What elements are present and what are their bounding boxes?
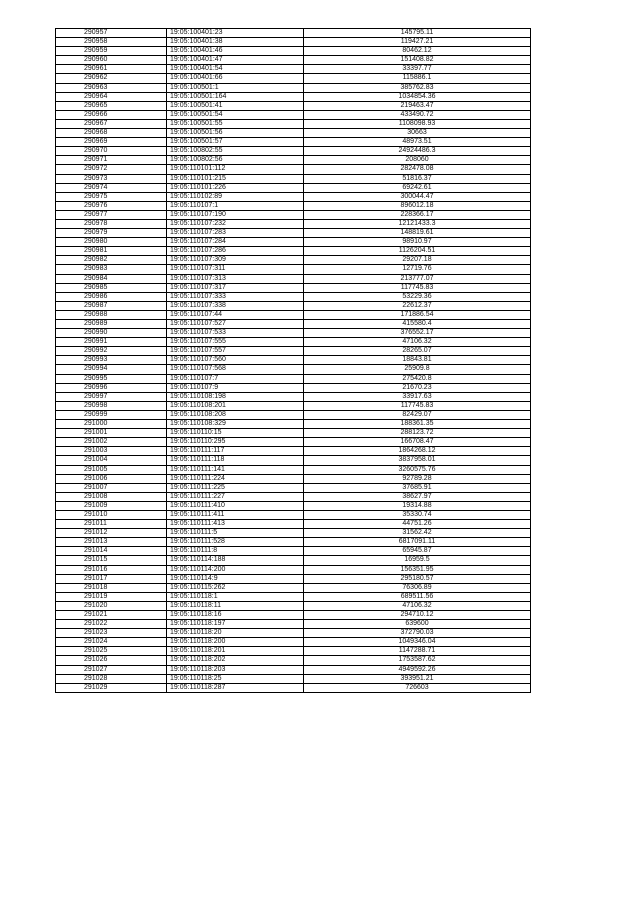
row-number-cell: 290980 — [56, 238, 167, 247]
value-cell: 300044.47 — [304, 192, 531, 201]
value-cell: 288123.72 — [304, 429, 531, 438]
row-number-cell: 290986 — [56, 292, 167, 301]
row-number-cell: 291024 — [56, 638, 167, 647]
cadastral-number-cell: 19:05:110107:9 — [167, 383, 304, 392]
value-cell: 3837958.01 — [304, 456, 531, 465]
row-number-cell: 291021 — [56, 611, 167, 620]
row-number-cell: 291028 — [56, 674, 167, 683]
row-number-cell: 291006 — [56, 474, 167, 483]
value-cell: 726603 — [304, 683, 531, 692]
cadastral-number-cell: 19:05:110101:215 — [167, 174, 304, 183]
value-cell: 219463.47 — [304, 101, 531, 110]
row-number-cell: 290958 — [56, 38, 167, 47]
cadastral-number-cell: 19:05:110107:557 — [167, 347, 304, 356]
value-cell: 16959.5 — [304, 556, 531, 565]
table-row — [56, 74, 531, 83]
row-number-cell: 290967 — [56, 119, 167, 128]
table-row — [56, 683, 531, 692]
cadastral-number-cell: 19:05:110107:286 — [167, 247, 304, 256]
value-cell: 33397.77 — [304, 65, 531, 74]
value-cell: 44751.26 — [304, 520, 531, 529]
row-number-cell: 290994 — [56, 365, 167, 374]
value-cell: 3260575.76 — [304, 465, 531, 474]
row-number-cell: 291010 — [56, 510, 167, 519]
row-number-cell: 290991 — [56, 338, 167, 347]
cadastral-number-cell: 19:05:110107:44 — [167, 310, 304, 319]
row-number-cell: 291000 — [56, 420, 167, 429]
table-row — [56, 338, 531, 347]
table-row — [56, 210, 531, 219]
table-row — [56, 56, 531, 65]
table-row — [56, 301, 531, 310]
row-number-cell: 290987 — [56, 301, 167, 310]
table-row — [56, 101, 531, 110]
row-number-cell: 290989 — [56, 320, 167, 329]
table-row — [56, 420, 531, 429]
table-row — [56, 274, 531, 283]
table-row — [56, 156, 531, 165]
value-cell: 35330.74 — [304, 510, 531, 519]
value-cell: 1126204.51 — [304, 247, 531, 256]
value-cell: 30663 — [304, 129, 531, 138]
value-cell: 69242.61 — [304, 183, 531, 192]
cadastral-number-cell: 19:05:110111:410 — [167, 501, 304, 510]
value-cell: 65945.87 — [304, 547, 531, 556]
table-row — [56, 510, 531, 519]
row-number-cell: 291016 — [56, 565, 167, 574]
cadastral-number-cell: 19:05:110110:295 — [167, 438, 304, 447]
row-number-cell: 290976 — [56, 201, 167, 210]
value-cell: 115886.1 — [304, 74, 531, 83]
value-cell: 1108098.93 — [304, 119, 531, 128]
table-row — [56, 574, 531, 583]
table-row — [56, 665, 531, 674]
value-cell: 6817091.11 — [304, 538, 531, 547]
cadastral-number-cell: 19:05:100401:66 — [167, 74, 304, 83]
row-number-cell: 291009 — [56, 501, 167, 510]
row-number-cell: 291022 — [56, 620, 167, 629]
cadastral-number-cell: 19:05:110107:1 — [167, 201, 304, 210]
row-number-cell: 290974 — [56, 183, 167, 192]
value-cell: 295180.57 — [304, 574, 531, 583]
row-number-cell: 290962 — [56, 74, 167, 83]
row-number-cell: 290999 — [56, 410, 167, 419]
row-number-cell: 291019 — [56, 592, 167, 601]
cadastral-number-cell: 19:05:110111:413 — [167, 520, 304, 529]
table-row — [56, 310, 531, 319]
cadastral-number-cell: 19:05:100802:56 — [167, 156, 304, 165]
value-cell: 393951.21 — [304, 674, 531, 683]
cadastral-number-cell: 19:05:100501:1 — [167, 83, 304, 92]
row-number-cell: 290975 — [56, 192, 167, 201]
cadastral-number-cell: 19:05:110107:311 — [167, 265, 304, 274]
cadastral-number-cell: 19:05:110118:197 — [167, 620, 304, 629]
value-cell: 47106.32 — [304, 601, 531, 610]
value-cell: 31562.42 — [304, 529, 531, 538]
cadastral-number-cell: 19:05:100501:56 — [167, 129, 304, 138]
cadastral-number-cell: 19:05:110111:227 — [167, 492, 304, 501]
row-number-cell: 290963 — [56, 83, 167, 92]
table-row — [56, 647, 531, 656]
cadastral-number-cell: 19:05:110107:309 — [167, 256, 304, 265]
value-cell: 25909.8 — [304, 365, 531, 374]
table-row — [56, 138, 531, 147]
value-cell: 639600 — [304, 620, 531, 629]
value-cell: 92789.28 — [304, 474, 531, 483]
cadastral-number-cell: 19:05:110110:15 — [167, 429, 304, 438]
cadastral-number-cell: 19:05:110111:117 — [167, 447, 304, 456]
cadastral-number-cell: 19:05:110107:7 — [167, 374, 304, 383]
value-cell: 171886.54 — [304, 310, 531, 319]
cadastral-number-cell: 19:05:110108:329 — [167, 420, 304, 429]
value-cell: 51816.37 — [304, 174, 531, 183]
row-number-cell: 291011 — [56, 520, 167, 529]
cadastral-number-cell: 19:05:110107:568 — [167, 365, 304, 374]
row-number-cell: 290990 — [56, 329, 167, 338]
row-number-cell: 290968 — [56, 129, 167, 138]
cadastral-number-cell: 19:05:110114:188 — [167, 556, 304, 565]
table-row — [56, 374, 531, 383]
table-row — [56, 129, 531, 138]
table-row — [56, 429, 531, 438]
table-row — [56, 238, 531, 247]
cadastral-number-cell: 19:05:110107:284 — [167, 238, 304, 247]
row-number-cell: 290960 — [56, 56, 167, 65]
table-row — [56, 601, 531, 610]
table-row — [56, 629, 531, 638]
row-number-cell: 290966 — [56, 110, 167, 119]
table-row — [56, 538, 531, 547]
table-body — [56, 29, 531, 693]
value-cell: 117745.83 — [304, 283, 531, 292]
value-cell: 47106.32 — [304, 338, 531, 347]
row-number-cell: 290985 — [56, 283, 167, 292]
cadastral-number-cell: 19:05:110107:560 — [167, 356, 304, 365]
row-number-cell: 290993 — [56, 356, 167, 365]
cadastral-number-cell: 19:05:110107:190 — [167, 210, 304, 219]
value-cell: 896012.18 — [304, 201, 531, 210]
cadastral-number-cell: 19:05:110118:201 — [167, 647, 304, 656]
value-cell: 48973.51 — [304, 138, 531, 147]
cadastral-number-cell: 19:05:110107:527 — [167, 320, 304, 329]
cadastral-number-cell: 19:05:110114:200 — [167, 565, 304, 574]
value-cell: 1753587.62 — [304, 656, 531, 665]
table-row — [56, 283, 531, 292]
table-row — [56, 501, 531, 510]
row-number-cell: 291027 — [56, 665, 167, 674]
value-cell: 1049346.04 — [304, 638, 531, 647]
cadastral-number-cell: 19:05:110118:20 — [167, 629, 304, 638]
row-number-cell: 290957 — [56, 29, 167, 38]
cadastral-number-cell: 19:05:100501:54 — [167, 110, 304, 119]
row-number-cell: 290971 — [56, 156, 167, 165]
row-number-cell: 290996 — [56, 383, 167, 392]
row-number-cell: 290972 — [56, 165, 167, 174]
cadastral-number-cell: 19:05:110107:313 — [167, 274, 304, 283]
table-row — [56, 247, 531, 256]
cadastral-number-cell: 19:05:110101:112 — [167, 165, 304, 174]
row-number-cell: 291005 — [56, 465, 167, 474]
cadastral-number-cell: 19:05:110118:25 — [167, 674, 304, 683]
table-row — [56, 474, 531, 483]
row-number-cell: 291001 — [56, 429, 167, 438]
row-number-cell: 290995 — [56, 374, 167, 383]
value-cell: 18843.81 — [304, 356, 531, 365]
value-cell: 29207.18 — [304, 256, 531, 265]
cadastral-number-cell: 19:05:100401:54 — [167, 65, 304, 74]
table-row — [56, 556, 531, 565]
row-number-cell: 290992 — [56, 347, 167, 356]
row-number-cell: 291007 — [56, 483, 167, 492]
table-row — [56, 183, 531, 192]
table-row — [56, 401, 531, 410]
cadastral-number-cell: 19:05:110115:262 — [167, 583, 304, 592]
cadastral-number-cell: 19:05:110107:283 — [167, 229, 304, 238]
cadastral-number-cell: 19:05:100501:55 — [167, 119, 304, 128]
row-number-cell: 291013 — [56, 538, 167, 547]
value-cell: 1034854.36 — [304, 92, 531, 101]
row-number-cell: 291029 — [56, 683, 167, 692]
table-row — [56, 119, 531, 128]
cadastral-number-cell: 19:05:100501:57 — [167, 138, 304, 147]
row-number-cell: 291003 — [56, 447, 167, 456]
table-row — [56, 265, 531, 274]
value-cell: 33917.63 — [304, 392, 531, 401]
table-row — [56, 565, 531, 574]
value-cell: 376552.17 — [304, 329, 531, 338]
cadastral-number-cell: 19:05:110118:202 — [167, 656, 304, 665]
value-cell: 433490.72 — [304, 110, 531, 119]
value-cell: 228366.17 — [304, 210, 531, 219]
row-number-cell: 291023 — [56, 629, 167, 638]
table-row — [56, 29, 531, 38]
value-cell: 415580.4 — [304, 320, 531, 329]
table-row — [56, 110, 531, 119]
value-cell: 213777.07 — [304, 274, 531, 283]
table-row — [56, 592, 531, 601]
table-row — [56, 38, 531, 47]
table-row — [56, 201, 531, 210]
cadastral-number-cell: 19:05:110118:287 — [167, 683, 304, 692]
table-row — [56, 229, 531, 238]
cadastral-number-cell: 19:05:110107:533 — [167, 329, 304, 338]
table-row — [56, 529, 531, 538]
value-cell: 53229.36 — [304, 292, 531, 301]
cadastral-number-cell: 19:05:100401:46 — [167, 47, 304, 56]
value-cell: 208060 — [304, 156, 531, 165]
value-cell: 385762.83 — [304, 83, 531, 92]
table-row — [56, 165, 531, 174]
table-row — [56, 356, 531, 365]
table-row — [56, 320, 531, 329]
value-cell: 294710.12 — [304, 611, 531, 620]
cadastral-number-cell: 19:05:100401:38 — [167, 38, 304, 47]
value-cell: 4949592.26 — [304, 665, 531, 674]
table-row — [56, 611, 531, 620]
row-number-cell: 291012 — [56, 529, 167, 538]
row-number-cell: 291017 — [56, 574, 167, 583]
cadastral-number-cell: 19:05:110111:8 — [167, 547, 304, 556]
table-row — [56, 456, 531, 465]
value-cell: 22612.37 — [304, 301, 531, 310]
row-number-cell: 290982 — [56, 256, 167, 265]
cadastral-number-cell: 19:05:110107:333 — [167, 292, 304, 301]
cadastral-number-cell: 19:05:100401:23 — [167, 29, 304, 38]
value-cell: 24924486.3 — [304, 147, 531, 156]
cadastral-number-cell: 19:05:110114:9 — [167, 574, 304, 583]
row-number-cell: 290969 — [56, 138, 167, 147]
row-number-cell: 290978 — [56, 219, 167, 228]
row-number-cell: 290965 — [56, 101, 167, 110]
cadastral-number-cell: 19:05:110111:225 — [167, 483, 304, 492]
table-row — [56, 410, 531, 419]
table-row — [56, 347, 531, 356]
cadastral-number-cell: 19:05:110118:11 — [167, 601, 304, 610]
cadastral-number-cell: 19:05:110111:411 — [167, 510, 304, 519]
row-number-cell: 291014 — [56, 547, 167, 556]
row-number-cell: 290979 — [56, 229, 167, 238]
row-number-cell: 290981 — [56, 247, 167, 256]
cadastral-number-cell: 19:05:110107:555 — [167, 338, 304, 347]
cadastral-number-cell: 19:05:110118:203 — [167, 665, 304, 674]
row-number-cell: 291026 — [56, 656, 167, 665]
data-table — [55, 28, 531, 693]
table-row — [56, 47, 531, 56]
cadastral-number-cell: 19:05:110111:528 — [167, 538, 304, 547]
value-cell: 12719.76 — [304, 265, 531, 274]
value-cell: 38627.97 — [304, 492, 531, 501]
value-cell: 282478.08 — [304, 165, 531, 174]
table-row — [56, 547, 531, 556]
table-row — [56, 638, 531, 647]
cadastral-number-cell: 19:05:110108:201 — [167, 401, 304, 410]
cadastral-number-cell: 19:05:110108:198 — [167, 392, 304, 401]
row-number-cell: 290977 — [56, 210, 167, 219]
cadastral-number-cell: 19:05:100401:47 — [167, 56, 304, 65]
value-cell: 1864268.12 — [304, 447, 531, 456]
table-row — [56, 583, 531, 592]
value-cell: 117745.83 — [304, 401, 531, 410]
value-cell: 148819.61 — [304, 229, 531, 238]
table-row — [56, 483, 531, 492]
table-row — [56, 256, 531, 265]
row-number-cell: 291025 — [56, 647, 167, 656]
cadastral-number-cell: 19:05:110107:317 — [167, 283, 304, 292]
table-row — [56, 192, 531, 201]
table-row — [56, 438, 531, 447]
row-number-cell: 290973 — [56, 174, 167, 183]
value-cell: 28265.07 — [304, 347, 531, 356]
table-row — [56, 656, 531, 665]
value-cell: 275420.8 — [304, 374, 531, 383]
row-number-cell: 290997 — [56, 392, 167, 401]
cadastral-number-cell: 19:05:110111:224 — [167, 474, 304, 483]
row-number-cell: 290961 — [56, 65, 167, 74]
cadastral-number-cell: 19:05:110108:208 — [167, 410, 304, 419]
cadastral-number-cell: 19:05:100501:41 — [167, 101, 304, 110]
value-cell: 82429.07 — [304, 410, 531, 419]
value-cell: 76306.89 — [304, 583, 531, 592]
cadastral-number-cell: 19:05:110111:5 — [167, 529, 304, 538]
table-row — [56, 92, 531, 101]
table-row — [56, 65, 531, 74]
table-row — [56, 292, 531, 301]
cadastral-number-cell: 19:05:110111:118 — [167, 456, 304, 465]
cadastral-number-cell: 19:05:110118:200 — [167, 638, 304, 647]
value-cell: 21670.23 — [304, 383, 531, 392]
table-row — [56, 329, 531, 338]
value-cell: 1147288.71 — [304, 647, 531, 656]
row-number-cell: 290959 — [56, 47, 167, 56]
value-cell: 119427.21 — [304, 38, 531, 47]
row-number-cell: 290964 — [56, 92, 167, 101]
table-row — [56, 465, 531, 474]
value-cell: 166708.47 — [304, 438, 531, 447]
row-number-cell: 291002 — [56, 438, 167, 447]
value-cell: 37685.91 — [304, 483, 531, 492]
table-row — [56, 219, 531, 228]
row-number-cell: 290988 — [56, 310, 167, 319]
value-cell: 80462.12 — [304, 47, 531, 56]
value-cell: 19314.88 — [304, 501, 531, 510]
cadastral-number-cell: 19:05:100802:55 — [167, 147, 304, 156]
cadastral-number-cell: 19:05:110118:1 — [167, 592, 304, 601]
value-cell: 188361.35 — [304, 420, 531, 429]
table-row — [56, 520, 531, 529]
row-number-cell: 290983 — [56, 265, 167, 274]
table-row — [56, 383, 531, 392]
table-row — [56, 674, 531, 683]
value-cell: 12121433.3 — [304, 219, 531, 228]
row-number-cell: 290998 — [56, 401, 167, 410]
table-row — [56, 83, 531, 92]
row-number-cell: 291020 — [56, 601, 167, 610]
cadastral-number-cell: 19:05:110107:232 — [167, 219, 304, 228]
cadastral-number-cell: 19:05:110111:141 — [167, 465, 304, 474]
value-cell: 98910.97 — [304, 238, 531, 247]
table-row — [56, 365, 531, 374]
table-row — [56, 620, 531, 629]
table-row — [56, 174, 531, 183]
table-row — [56, 147, 531, 156]
table-row — [56, 492, 531, 501]
cadastral-number-cell: 19:05:110101:226 — [167, 183, 304, 192]
value-cell: 156351.95 — [304, 565, 531, 574]
row-number-cell: 290984 — [56, 274, 167, 283]
row-number-cell: 291018 — [56, 583, 167, 592]
table-row — [56, 447, 531, 456]
row-number-cell: 291004 — [56, 456, 167, 465]
cadastral-number-cell: 19:05:110102:89 — [167, 192, 304, 201]
table-row — [56, 392, 531, 401]
cadastral-number-cell: 19:05:100501:164 — [167, 92, 304, 101]
value-cell: 145795.11 — [304, 29, 531, 38]
row-number-cell: 291008 — [56, 492, 167, 501]
value-cell: 151408.82 — [304, 56, 531, 65]
row-number-cell: 291015 — [56, 556, 167, 565]
cadastral-number-cell: 19:05:110118:16 — [167, 611, 304, 620]
cadastral-number-cell: 19:05:110107:338 — [167, 301, 304, 310]
value-cell: 689511.56 — [304, 592, 531, 601]
row-number-cell: 290970 — [56, 147, 167, 156]
value-cell: 372790.03 — [304, 629, 531, 638]
